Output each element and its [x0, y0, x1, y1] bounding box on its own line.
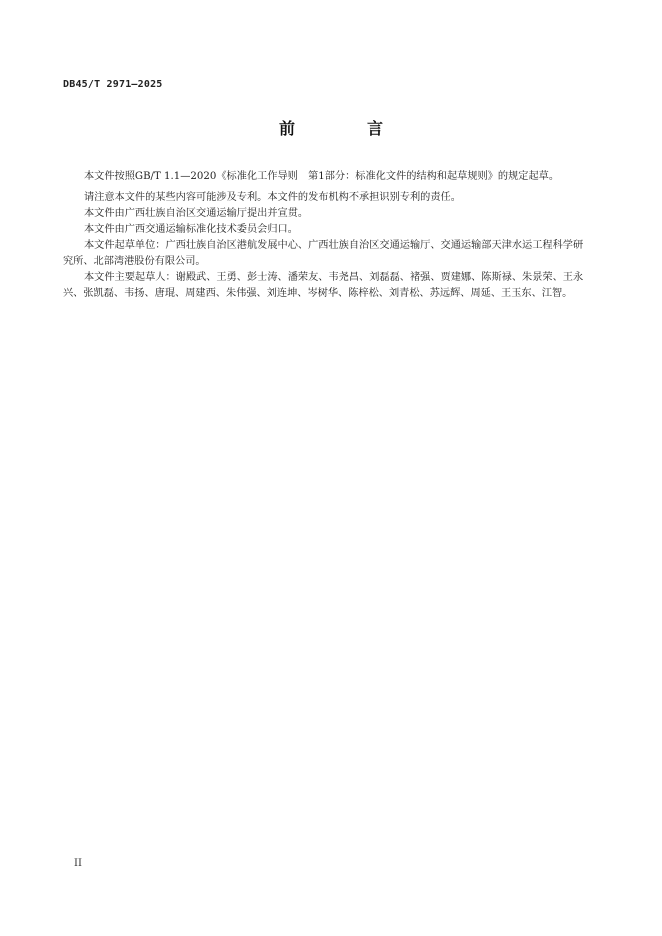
paragraph-patent-notice: 请注意本文件的某些内容可能涉及专利。本文件的发布机构不承担识别专利的责任。 [84, 192, 461, 203]
paragraph-committee: 本文件由广西交通运输标准化技术委员会归口。 [84, 224, 298, 235]
page-number: II [74, 858, 82, 869]
paragraph-drafters: 本文件主要起草人：谢殿武、王勇、彭士涛、潘荣友、韦尧昌、刘磊磊、褚强、贾建娜、陈斯禄、朱景荣、王永兴、张凯磊、韦扬、唐琨、周建西、朱伟强、刘连坤、岑树华、陈梓松、刘青松、苏远辉、周延、王玉东、江智。 [63, 272, 584, 299]
foreword-body [63, 169, 593, 302]
paragraph-drafting-units: 本文件起草单位：广西壮族自治区港航发展中心、广西壮族自治区交通运输厅、交通运输部天津水运工程科学研究所、北部湾港股份有限公司。 [63, 240, 584, 267]
page-title: 前 言 [278, 119, 411, 138]
paragraph-drafting-rules: 本文件按照GB/T 1.1—2020《标准化工作导则 第1部分：标准化文件的结构和起草规则》的规定起草。 [84, 171, 560, 182]
paragraph-proposer: 本文件由广西壮族自治区交通运输厅提出并宣贯。 [84, 208, 309, 219]
document-code: DB45/T 2971—2025 [63, 79, 163, 90]
